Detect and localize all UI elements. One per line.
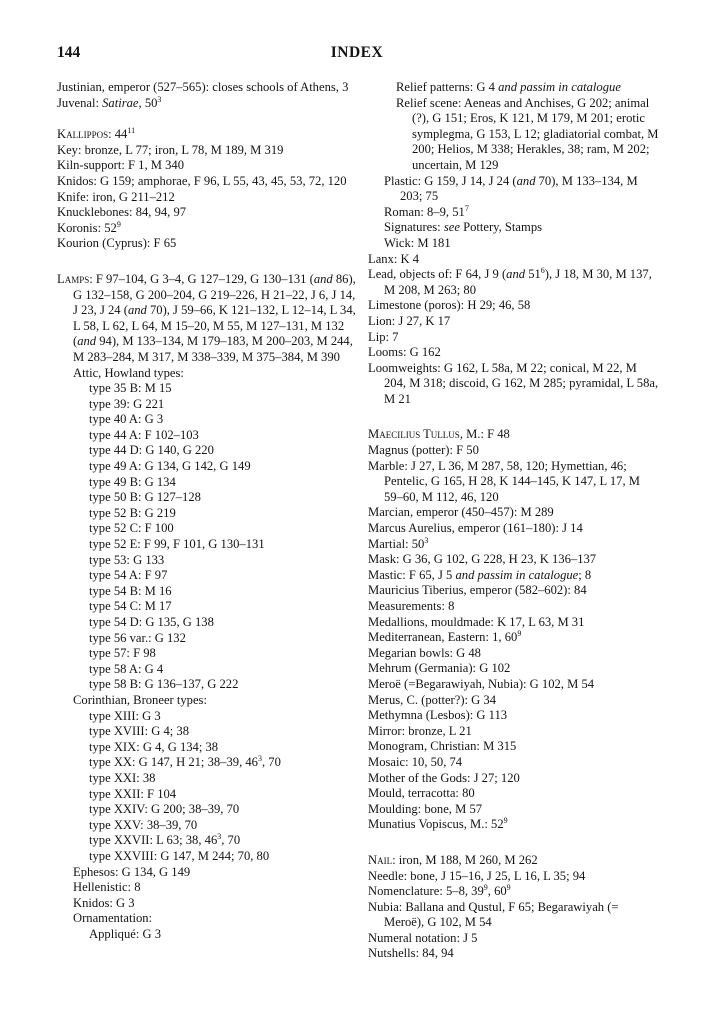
index-subentry: type XX: G 147, H 21; 38–39, $46^3$, 70 [89,754,281,770]
page-header [57,44,657,64]
index-entry: Nomenclature: 5–8, $39^9$, $60^9$ [368,883,511,899]
index-entry: Munatius Vopiscus, M.: $52^9$ [368,816,508,832]
index-subentry: type XIII: G 3 [89,708,161,723]
index-entry: Mauricius Tiberius, emperor (582–602): 84 [368,583,587,598]
index-subentry: type 58 B: G 136–137, G 222 [89,677,239,692]
index-subentry: type XIX: G 4, G 134; 38 [89,739,219,754]
index-column-left [57,80,357,942]
index-subentry: Attic, Howland types: [73,365,184,380]
index-entry: Koronis: $52^9$ [57,219,121,235]
index-entry: Knidos: G 159; amphorae, F 96, L 55, 43, 45, 53, 72, 120 [57,173,347,188]
index-entry: Needle: bone, J 15–16, J 25, L 16, L 35; 94 [368,868,586,883]
section-gap [57,252,357,272]
index-entry: Moulding: bone, M 57 [368,801,483,816]
index-subentry: type 56 var.: G 132 [89,630,186,645]
index-entry: Kourion (Cyprus): F 65 [57,236,177,251]
index-entry: Nutshells: 84, 94 [368,946,454,961]
index-subentry: Signatures: see Pottery, Stamps [384,220,543,235]
index-entry: Knife: iron, G 211–212 [57,189,175,204]
index-subentry: type XXII: F 104 [89,786,177,801]
index-subentry: type 53: G 133 [89,552,165,567]
index-entry: Merus, C. (potter?): G 34 [368,692,497,707]
index-entry: Megarian bowls: G 48 [368,645,481,660]
index-subentry: Wick: M 181 [384,235,451,250]
index-subentry: type XXVIII: G 147, M 244; 70, 80 [89,848,270,863]
index-subentry: type XXVII: L 63; 38, $46^3$, 70 [89,832,241,848]
index-entry: Kiln-support: F 1, M 340 [57,158,184,173]
index-entry: Lead, objects of: F 64, J 9 (and $51^6$), J 18, M 30, M 137, M 208, M 263; 80 [368,266,652,297]
index-entry: Mask: G 36, G 102, G 228, H 23, K 136–137 [368,552,597,567]
index-entry: Mediterranean, Eastern: 1, $60^9$ [368,629,522,645]
index-entry: Lip: 7 [368,329,399,344]
index-entry: Mehrum (Germania): G 102 [368,661,511,676]
section-gap [368,833,660,853]
index-subentry: type 49 A: G 134, G 142, G 149 [89,459,251,474]
index-subentry: type 49 B: G 134 [89,474,176,489]
index-subentry: Ornamentation: [73,911,153,926]
index-entry: Magnus (potter): F 50 [368,443,479,458]
index-subentry: type 39: G 221 [89,396,165,411]
index-subentry: Plastic: G 159, J 14, J 24 (and 70), M 133–134, M 203; 75 [384,173,638,204]
index-subentry: type 40 A: G 3 [89,412,164,427]
index-subentry: type 44 D: G 140, G 220 [89,443,214,458]
index-entry: Numeral notation: J 5 [368,930,478,945]
index-subentry: Knidos: G 3 [73,895,135,910]
index-subentry: Hellenistic: 8 [73,880,141,895]
index-entry: Mastic: F 65, J 5 and passim in catalogue; 8 [368,567,592,582]
index-entry: Lamps: F 97–104, G 3–4, G 127–129, G 130–131 (and 86), G 132–158, G 200–204, G 219–226, H 21–22, J 6, J 14, J 23, J 24 (and 70), J 59–66, K 121–132, L 12–14, L 34, L 58, L 62, L 64, M 15–20, M 55, M 127–131, M 132 (and 94), M 133–134, M 179–183, M 200–203, M 244, M 283–284, M 317, M 338–339, M 375–384, M 390 [57,271,356,364]
index-subentry: type 54 C: M 17 [89,599,172,614]
index-subentry: type 58 A: G 4 [89,661,164,676]
index-entry: Mosaic: 10, 50, 74 [368,754,463,769]
index-subentry: type 57: F 98 [89,646,156,661]
index-subentry: Relief patterns: G 4 and passim in catalogue [396,80,621,94]
index-entry: Lanx: K 4 [368,251,420,266]
index-entry: Limestone (poros): H 29; 46, 58 [368,298,531,313]
index-subentry: type 54 B: M 16 [89,583,172,598]
index-entry: Marcian, emperor (450–457): M 289 [368,505,554,520]
index-subentry: type 52 C: F 100 [89,521,174,536]
index-entry: Kallippos: $44^{11}$ [57,126,136,142]
index-entry: Justinian, emperor (527–565): closes schools of Athens, 3 [57,80,349,94]
index-entry: Measurements: 8 [368,599,455,613]
index-entry: Martial: $50^3$ [368,535,429,551]
index-entry: Monogram, Christian: M 315 [368,739,517,754]
index-subentry: type 44 A: F 102–103 [89,427,199,442]
section-gap [368,407,660,427]
index-entry: Key: bronze, L 77; iron, L 78, M 189, M 319 [57,142,284,157]
section-gap [57,111,357,127]
index-subentry: type 35 B: M 15 [89,381,172,396]
index-subentry: Corinthian, Broneer types: [73,692,207,707]
index-subentry: type 52 E: F 99, F 101, G 130–131 [89,537,265,552]
index-subentry: Ephesos: G 134, G 149 [73,864,191,879]
index-entry: Loomweights: G 162, L 58a, M 22; conical, M 22, M 204, M 318; discoid, G 162, M 285; pyramidal, L 58a, M 21 [368,360,659,406]
index-entry: Mirror: bronze, L 21 [368,723,472,738]
index-subentry: type XXV: 38–39, 70 [89,817,198,832]
index-entry: Knucklebones: 84, 94, 97 [57,205,187,220]
index-subentry: type XXIV: G 200; 38–39, 70 [89,802,240,817]
index-entry: Marble: J 27, L 36, M 287, 58, 120; Hymettian, 46; Pentelic, G 165, H 28, K 144–145, K 147, L 17, M 59–60, M 112, 46, 120 [368,458,640,504]
index-entry: Medallions, mouldmade: K 17, L 63, M 31 [368,614,585,629]
index-subentry: type 54 A: F 97 [89,568,168,583]
index-entry: Mother of the Gods: J 27; 120 [368,770,520,785]
index-subentry: type 54 D: G 135, G 138 [89,615,214,629]
index-subentry: Relief scene: Aeneas and Anchises, G 202; animal (?), G 151; Eros, K 121, M 179, M 201; erotic symplegma, G 153, L 12; gladiatorial combat, M 200; Helios, M 338; Herakles, 38; ram, M 202; uncertain, M 129 [396,95,659,172]
index-entry: Meroë (=Begarawiyah, Nubia): G 102, M 54 [368,676,595,691]
index-column-right [368,80,660,962]
index-entry: Nail: iron, M 188, M 260, M 262 [368,852,538,867]
index-subentry: type 50 B: G 127–128 [89,490,201,505]
index-entry: Nubia: Ballana and Qustul, F 65; Begarawiyah (= Meroë), G 102, M 54 [368,899,619,930]
index-entry: Marcus Aurelius, emperor (161–180): J 14 [368,521,583,536]
index-subentry: type XVIII: G 4; 38 [89,724,190,739]
index-entry: Juvenal: Satirae, $50^3$ [57,94,162,110]
index-subentry: Roman: 8–9, $51^7$ [384,203,469,219]
index-entry: Looms: G 162 [368,345,441,360]
index-entry: Methymna (Lesbos): G 113 [368,708,508,723]
index-subentry: type XXI: 38 [89,770,156,785]
index-subentry: type 52 B: G 219 [89,505,176,520]
index-entry: Maecilius Tullus, M.: F 48 [368,427,510,442]
index-subentry: Appliqué: G 3 [89,926,162,941]
index-entry: Lion: J 27, K 17 [368,313,451,328]
index-entry: Mould, terracotta: 80 [368,786,475,801]
page-number: 144 [57,44,81,61]
running-head-title: INDEX [330,44,384,61]
